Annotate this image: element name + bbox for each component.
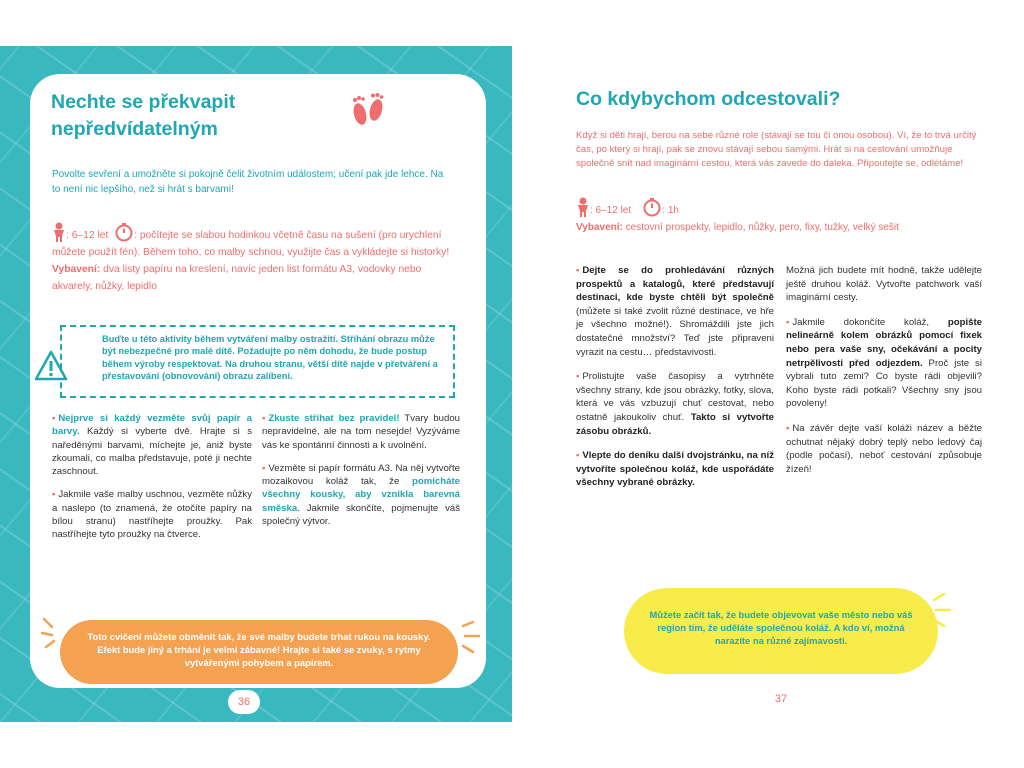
sparkle-icon [455,620,485,660]
left-step-3: • Zkuste stříhat bez pravidel! Tvary budou nepravidelné, ale na tom nesejde! Vyzýváme vás ke spontánní činnosti a k uvolnění. [262,413,461,451]
footprints-icon [348,92,388,130]
right-time-text: : 1h [662,205,679,216]
right-page-number: 37 [774,693,788,705]
right-column-1 [576,264,774,501]
right-step-continued: Možná jich budete mít hodně, takže udělejte ještě druhou koláž. Vytvořte patchwork vaší imaginární cesty. [786,265,982,304]
left-step-1: • Nejprve si každý vezměte svůj papír a barvy. Každý si vyberte dvě. Hrajte si s naředěnými barvami, míchejte je, aniž byste zkoumali, co malba představuje, poté ji nechte zaschnout. [52,413,252,478]
left-equipment-text: dva listy papíru na kreslení, navíc jeden list formátu A3, vodovky nebo akvarely, nůžky, lepidlo [52,264,422,292]
right-step-5: • Na závěr dejte vaší koláži název a běžte ochutnat nějaký dobrý teplý nebo ledový čaj (podle počasí), neboť cestování způsobuje žízeň! [786,422,982,475]
right-column-2 [786,264,982,487]
stopwatch-icon [114,222,134,242]
left-equipment-label: Vybavení: [52,264,101,275]
left-tip-bubble: Toto cvičení můžete obměnit tak, že své malby budete trhat rukou na kousky. Efekt bude jiný a trhání je velmi zábavné! Hrajte si také se zvuky, s rytmy vytvářenými pohybem a papírem. [60,620,458,684]
child-icon [52,222,66,242]
sparkle-icon [928,592,958,632]
right-equipment-text: cestovní prospekty, lepidlo, nůžky, pero, fixy, tužky, velký sešit [622,222,899,233]
right-tip-bubble: Můžete začít tak, že budete objevovat vaše město nebo váš region tím, že uděláte společnou koláž. A kdo ví, možná narazíte na různé zajímavosti. [624,588,938,674]
left-step-2: • Jakmile vaše malby uschnou, vezměte nůžky a naslepo (to znamená, že otočíte papíry na bílou stranu) nastříhejte proužky. Pak nastříhejte tyto proužky na čtverce. [52,489,252,541]
left-column-2 [262,412,460,538]
right-page-title: Co kdybychom odcestovali? [576,88,841,110]
stopwatch-icon [642,197,662,217]
right-step-1: • Dejte se do prohledávání různých prospektů a katalogů, které představují destinaci, kde byste chtěli být společně (můžete si také zvolit různé destinace, ve hře je všechno možné!). Shromáždili jste jich dostatečné množství? Teď jste připraveni vyrazit na cestu… představivosti. [576,265,774,358]
warning-icon [34,349,68,383]
right-step-4: • Jakmile dokončíte koláž, popište nelineárně kolem obrázků pomocí fixek nebo pera vaše sny, očekávání a pocity netrpělivosti před odjezdem. Proč jste si vybrali tuto zemi? Co byste rádi objevili? Koho byste rádi potkali? Všechny sny jsou povoleny! [786,316,982,410]
left-page-title [51,89,351,143]
left-column-1 [52,412,252,552]
right-step-2: • Prolistujte vaše časopisy a vytrhněte všechny strany, kde jsou obrázky, fotky, slova, která ve vás vzbuzují chuť cestovat, nebo ostatně jakoukoliv chuť. Takto si vytvořte zásobu obrázků. [576,371,774,437]
left-title-line-2: nepředvídatelným [51,118,218,140]
left-title-line-1: Nechte se překvapit [51,91,236,113]
right-equipment-label: Vybavení: [576,222,623,233]
right-intro-text: Když si děti hrají, berou na sebe různé role (stávají se tou či onou osobou). Ví, že to trvá určitý čas, po který si hrají, pak se znovu stávají sebou samými. Hrát si na cestování umožňuje společně snít nad imaginární cestou, která vás zavede do daleka. Připoutejte se, odlétáme! [576,130,977,169]
child-icon [576,197,590,217]
left-activity-meta [52,222,462,295]
left-age-text: : 6–12 let [66,230,109,241]
right-step-3: • Vlepte do deníku další dvojstránku, na níž vytvoříte společnou koláž, kde uspořádáte všechny vybrané obrázky. [576,450,774,489]
left-time-text: : počítejte se slabou hodinkou včetně času na sušení (pro urychlení můžete použít fén). Během toho, co malby schnou, využijte čas a vykládejte si historky! [52,230,450,258]
left-step-4: • Vezměte si papír formátu A3. Na něj vytvořte mozaikovou koláž tak, že pomícháte všechny kousky, aby vznikla barevná směska. Jakmile skončíte, pojmenujte váš společný výtvor. [262,462,460,528]
warning-box: Buďte u této aktivity během vytváření malby ostražití. Stříhání obrazu může být nebezpečné pro malé dítě. Požadujte po něm dohodu, že bude postup během výroby respektovat. Na druhou stranu, větší dítě najde v přetváření a přestavování (obnovování) obrazu zalíbení. [60,325,455,398]
left-page-number: 36 [228,690,260,714]
left-intro-text: Povolte sevření a umožněte si pokojně čelit životním událostem; učení pak jde lehce. Na to není nic lepšího, než si hrát s barvami! [52,169,444,195]
right-age-text: : 6–12 let [590,205,632,216]
right-activity-meta [576,197,996,236]
